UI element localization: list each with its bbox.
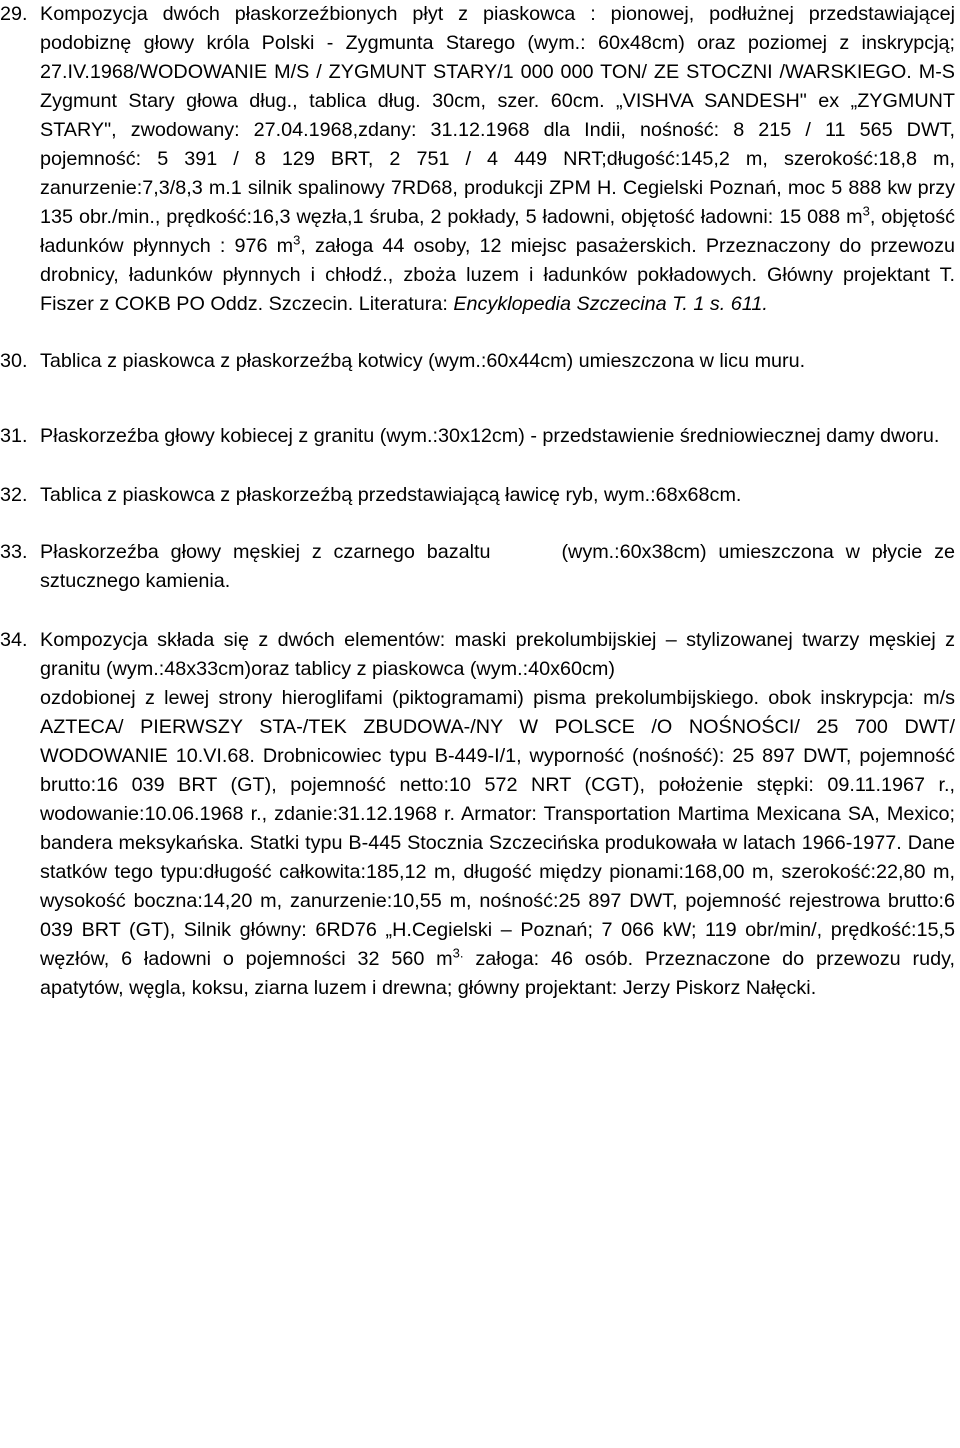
item-number: 31. (0, 425, 28, 447)
item-text: Tablica z piaskowca z płaskorzeźbą kotwicy (wym.:60x44cm) umieszczona w licu muru. (40, 350, 806, 372)
item-text (40, 626, 955, 1003)
paragraph (40, 684, 955, 1003)
text-segment: ozdobionej z lewej strony hieroglifami (piktogramami) pisma prekolumbijskiego. obok inskrypcja: m/s AZTECA/ PIERWSZY STA-/TEK ZBUDOWA-/NY W POLSCE /O NOŚNOŚCI/ 25 700 DWT/ WODOWANIE 10.VI.68. Drobnicowiec typu B-449-I/1, wyporność (nośność): 25 897 DWT, pojemność brutto:16 039 BRT (GT), pojemność netto:10 572 NRT (CGT), położenie stępki: 09.11.1967 r., wodowanie:10.06.1968 r., zdanie:31.12.1968 r. Armator: Transportation Martima Mexicana SA, Mexico; bandera meksykańska. Statki typu B-445 Stocznia Szczecińska produkowała w latach 1966-1977. Dane statków tego typu:długość całkowita:185,12 m, długość między pionami:168,00 m, szerokość:22,80 m, wysokość boczna:14,20 m, zanurzenie:10,55 m, nośność:25 897 DWT, pojemność rejestrowa brutto:6 039 BRT (GT), Silnik główny: 6RD76 „H.Cegielski – Poznań; 7 066 kW; 119 obr/min/, prędkość:15,5 węzłów, 6 ładowni o pojemności 32 560 m (40, 687, 955, 970)
item-number: 34. (0, 629, 28, 651)
superscript: 3 (293, 232, 301, 248)
text-segment: załoga: 46 osób. Przeznaczone do przewozu rudy, apatytów, węgla, koksu, ziarna luzem i drewna; główny projektant: Jerzy Piskorz Nałęcki. (40, 948, 955, 999)
item-text (40, 0, 955, 319)
literature-reference: Encyklopedia Szczecina T. 1 s. 611. (453, 293, 768, 315)
item-number: 32. (0, 484, 28, 506)
list-item-34 (0, 626, 955, 1003)
list-item-30 (0, 347, 955, 376)
list-item-29 (0, 0, 955, 319)
list-item-31 (0, 422, 955, 451)
list-item-32 (0, 481, 955, 510)
superscript: 3 (862, 203, 870, 219)
item-text: Płaskorzeźba głowy męskiej z czarnego bazaltu (wym.:60x38cm) umieszczona w płycie ze sztucznego kamienia. (40, 541, 960, 592)
paragraph: Kompozycja składa się z dwóch elementów: maski prekolumbijskiej – stylizowanej twarzy męskiej z granitu (wym.:48x33cm)oraz tablicy z piaskowca (wym.:40x60cm) (40, 629, 955, 680)
text-segment: , załoga 44 osoby, 12 miejsc pasażerskich. Przeznaczony do przewozu drobnicy, ładunków płynnych i chłodź., zboża luzem i ładunków pokładowych. Główny projektant T. Fiszer z COKB PO Oddz. Szczecin. Literatura: (40, 235, 955, 315)
item-text: Płaskorzeźba głowy kobiecej z granitu (wym.:30x12cm) - przedstawienie średniowiecznej damy dworu. (40, 425, 940, 447)
paragraph (40, 0, 955, 319)
item-number: 30. (0, 350, 28, 372)
item-text: Tablica z piaskowca z płaskorzeźbą przedstawiającą ławicę ryb, wym.:68x68cm. (40, 484, 742, 506)
superscript: 3. (452, 945, 464, 961)
list-item-33 (0, 538, 960, 596)
text-segment: Kompozycja dwóch płaskorzeźbionych płyt z piaskowca : pionowej, podłużnej przedstawiającej podobiznę głowy króla Polski - Zygmunta Starego (wym.: 60x48cm) oraz poziomej z inskrypcją; 27.IV.1968/WODOWANIE M/S / ZYGMUNT STARY/1 000 000 TON/ ZE STOCZNI /WARSKIEGO. M-S Zygmunt Stary głowa dług., tablica dług. 30cm, szer. 60cm. „VISHVA SANDESH" ex „ZYGMUNT STARY", zwodowany: 27.04.1968,zdany: 31.12.1968 dla Indii, nośność: 8 215 / 11 565 DWT, pojemność: 5 391 / 8 129 BRT, 2 751 / 4 449 NRT;długość:145,2 m, szerokość:18,8 m, zanurzenie:7,3/8,3 m.1 silnik spalinowy 7RD68, produkcji ZPM H. Cegielski Poznań, moc 5 888 kw przy 135 obr./min., prędkość:16,3 węzła,1 śruba, 2 pokłady, 5 ładowni, objętość ładowni: 15 088 m (40, 3, 955, 228)
item-number: 33. (0, 541, 28, 563)
item-number: 29. (0, 3, 28, 25)
text-segment: , objętość ładunków płynnych : 976 m (40, 206, 955, 257)
